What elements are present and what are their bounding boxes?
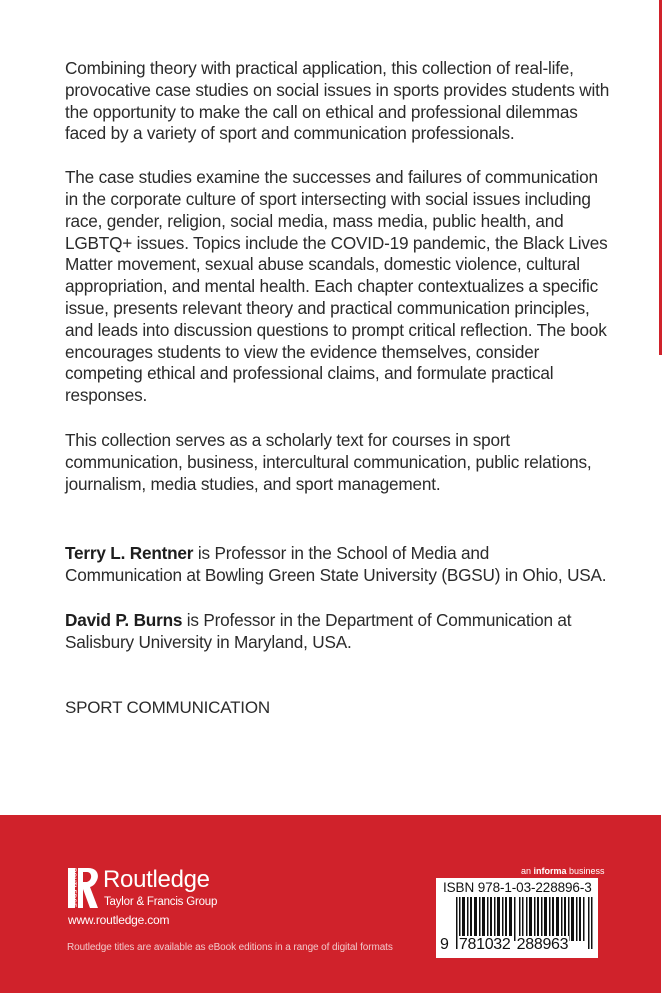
author-bio-1: [65, 543, 610, 587]
author-name-2: David P. Burns: [65, 609, 183, 630]
informa-brand: informa: [533, 866, 567, 876]
series-name: SPORT COMMUNICATION: [65, 697, 270, 717]
author-bio-2: [65, 610, 610, 654]
publisher-name: Routledge: [103, 866, 210, 893]
informa-tagline: an informa business: [521, 866, 605, 876]
back-cover-text: [65, 58, 610, 718]
description-paragraph-2: The case studies examine the successes and failures of communication in the corporate culture of sport intersecting with social issues including race, gender, religion, social media, mass media, public health, and LGBTQ+ issues. Topics include the COVID-19 pandemic, the Black Lives Matter movement, sexual abuse scandals, domestic violence, cultural appropriation, and mental health. Each chapter contextualizes a specific issue, presents relevant theory and practical communication principles, and leads into discussion questions to prompt critical reflection. The book encourages students to view the evidence themselves, consider competing ethical and professional claims, and formulate practical responses.: [65, 167, 608, 406]
routledge-vertical-text: ROUTLEDGE: [70, 868, 76, 908]
description-paragraph-1: Combining theory with practical application, this collection of real-life, provocative case studies on social issues in sports provides students with the opportunity to make the call on ethical and professional dilemmas faced by a variety of sport and communication professionals.: [65, 58, 610, 144]
publisher-url[interactable]: www.routledge.com: [68, 913, 170, 927]
author-bio-text-1: is Professor in the School of Media and Communication at Bowling Green State University (BGSU) in Ohio, USA.: [65, 543, 607, 586]
routledge-logo: [68, 866, 228, 927]
barcode-digits: 9 781032 288963: [440, 936, 569, 953]
isbn-barcode: [436, 878, 598, 958]
author-bio-text-2: is Professor in the Department of Communication at Salisbury University in Maryland, USA.: [65, 609, 572, 652]
description-paragraph-3: This collection serves as a scholarly text for courses in sport communication, business, intercultural communication, public relations, journalism, media studies, and sport management.: [65, 429, 592, 494]
publisher-group: Taylor & Francis Group: [104, 896, 218, 908]
author-name-1: Terry L. Rentner: [65, 543, 194, 564]
isbn-label: ISBN 978-1-03-228896-3: [443, 880, 592, 895]
ebook-note: Routledge titles are available as eBook editions in a range of digital formats: [67, 942, 393, 953]
